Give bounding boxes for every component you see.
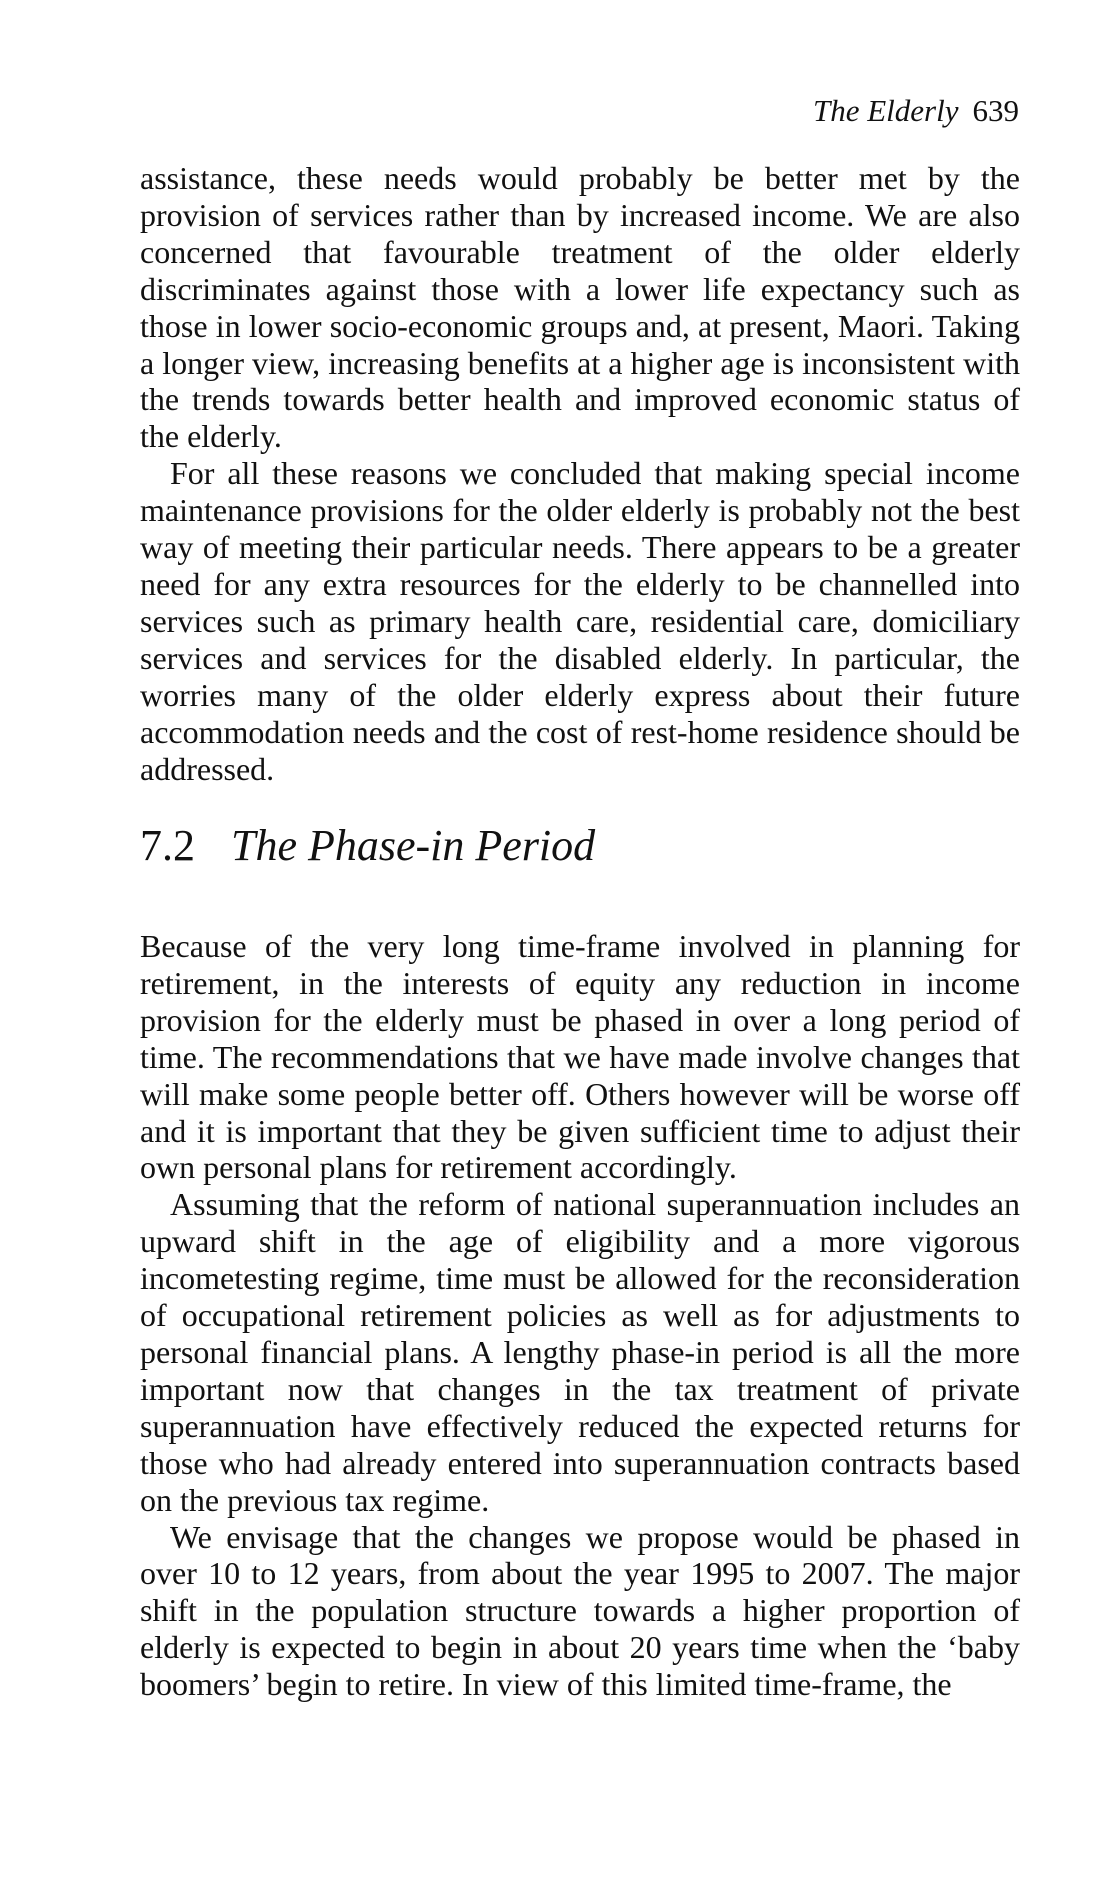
section-number: 7.2 <box>140 821 195 870</box>
running-head <box>813 93 1019 129</box>
running-head-title: The Elderly <box>813 93 959 128</box>
page-number: 639 <box>972 93 1019 128</box>
paragraph: Assuming that the reform of national superannuation includes an upward shift in the age of eligibility and a more vigorous incometesting regime, time must be allowed for the reconsideration of occupational retirement policies as well as for adjustments to personal financial plans. A lengthy phase-in period is all the more important now that changes in the tax treatment of private superannuation have effectively reduced the expected returns for those who had already entered into superannuation contracts based on the previous tax regime. <box>140 1186 1020 1518</box>
body-text-before-section <box>140 160 1020 787</box>
section-heading <box>140 820 595 872</box>
paragraph: We envisage that the changes we propose would be phased in over 10 to 12 years, from about the year 1995 to 2007. The major shift in the population structure towards a higher proportion of elderly is expected to begin in about 20 years time when the ‘baby boomers’ begin to retire. In view of this limited time-frame, the <box>140 1518 1020 1703</box>
paragraph: Because of the very long time-frame involved in planning for retirement, in the interests of equity any reduction in income provision for the elderly must be phased in over a long period of time. The recommendations that we have made involve changes that will make some people better off. Others however will be worse off and it is important that they be given sufficient time to adjust their own personal plans for retirement accordingly. <box>140 928 1020 1186</box>
paragraph: For all these reasons we concluded that making special income maintenance provisions for the older elderly is probably not the best way of meeting their particular needs. There appears to be a greater need for any extra resources for the elderly to be channelled into services such as primary health care, residential care, domiciliary services and services for the disabled elderly. In particular, the worries many of the older elderly express about their future accommodation needs and the cost of rest-home residence should be addressed. <box>140 455 1020 787</box>
body-text-after-section <box>140 928 1020 1703</box>
paragraph: assistance, these needs would probably be better met by the provision of services rather than by increased income. We are also concerned that favourable treatment of the older elderly discriminates against those with a lower life expectancy such as those in lower socio-economic groups and, at present, Maori. Taking a longer view, increasing benefits at a higher age is inconsistent with the trends towards better health and improved economic status of the elderly. <box>140 160 1020 455</box>
section-title: The Phase-in Period <box>231 821 596 870</box>
